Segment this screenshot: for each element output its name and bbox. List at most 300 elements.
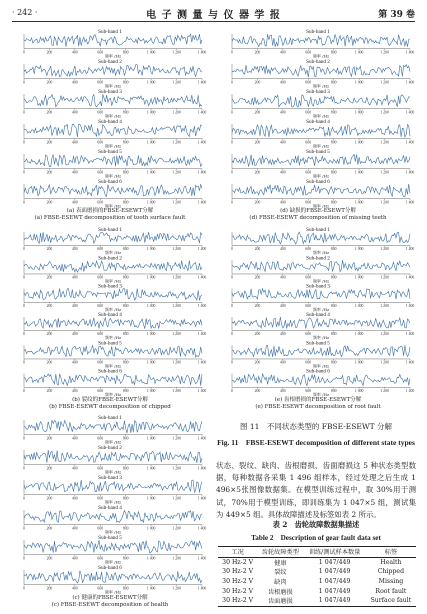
x-tick-label: 200 [46, 496, 53, 501]
x-tick-label: 0 [231, 140, 233, 145]
panel-b [10, 226, 210, 396]
page-number: · 242 · [12, 8, 38, 17]
x-tick-label: 400 [72, 360, 78, 365]
table-cell: 健康 [274, 559, 287, 567]
table-cell: 30 Hz-2 V [222, 578, 254, 586]
table-row [218, 596, 416, 606]
x-tick-label: 1 400 [197, 586, 207, 591]
x-tick-label: 400 [72, 303, 78, 308]
x-tick-label: 1 000 [146, 360, 156, 365]
x-axis-label: 频率 /Hz [104, 363, 122, 369]
x-tick-label: 1 400 [405, 332, 415, 337]
x-tick-label: 200 [46, 80, 53, 85]
panel-c [10, 414, 210, 594]
x-tick-label: 600 [97, 50, 104, 55]
x-axis-label: 频率 /Hz [104, 250, 122, 256]
x-tick-label: 0 [23, 436, 25, 441]
x-tick-label: 1 000 [354, 332, 364, 337]
x-tick-label: 400 [72, 388, 78, 393]
subband-signal [24, 318, 202, 329]
x-tick-label: 600 [97, 526, 104, 531]
x-tick-label: 800 [330, 110, 337, 115]
x-tick-label: 800 [122, 110, 129, 115]
x-tick-label: 1 400 [197, 436, 207, 441]
x-tick-label: 200 [46, 275, 53, 280]
x-tick-label: 400 [72, 275, 78, 280]
header-rule [12, 21, 415, 22]
x-axis-label: 频率 /Hz [312, 335, 330, 341]
table-row [218, 577, 416, 587]
subband-label: Sub-band 5 [98, 535, 122, 541]
x-tick-label: 1 000 [146, 303, 156, 308]
x-axis-label: 频率 /Hz [104, 589, 122, 595]
subband-label: Sub-band 3 [98, 475, 122, 481]
x-tick-label: 0 [23, 50, 25, 55]
x-tick-label: 200 [46, 466, 53, 471]
x-tick-label: 200 [254, 247, 261, 252]
x-axis-label: 频率 /Hz [104, 529, 122, 535]
x-tick-label: 800 [122, 496, 129, 501]
x-tick-label: 800 [122, 556, 129, 561]
x-tick-label: 0 [23, 110, 25, 115]
x-tick-label: 1 000 [146, 556, 156, 561]
subband-signal [232, 317, 410, 329]
x-tick-label: 800 [122, 275, 129, 280]
x-axis-label: 频率 /Hz [312, 53, 330, 59]
x-tick-label: 1 200 [172, 110, 181, 115]
x-tick-label: 1 000 [146, 110, 156, 115]
x-axis-label: 频率 /Hz [312, 113, 330, 119]
x-tick-label: 600 [97, 556, 104, 561]
x-tick-label: 0 [23, 466, 25, 471]
subband-label: Sub-band 4 [306, 119, 330, 125]
x-tick-label: 200 [254, 140, 261, 145]
x-tick-label: 600 [305, 80, 312, 85]
x-tick-label: 1 400 [405, 140, 415, 145]
x-tick-label: 1 400 [197, 526, 207, 531]
x-axis-label: 频率 /Hz [312, 143, 330, 149]
x-tick-label: 600 [97, 496, 104, 501]
x-tick-label: 1 400 [197, 50, 207, 55]
x-tick-label: 1 400 [405, 388, 415, 393]
x-axis-label: 频率 /Hz [104, 469, 122, 475]
x-axis-label: 频率 /Hz [312, 391, 330, 397]
table-row [218, 586, 416, 596]
subband-signal [24, 511, 202, 523]
x-axis-label: 频率 /Hz [312, 203, 330, 209]
x-tick-label: 200 [254, 170, 261, 175]
x-tick-label: 800 [122, 332, 129, 337]
subband-signal [232, 184, 410, 197]
x-tick-label: 200 [46, 247, 53, 252]
table-row [218, 567, 416, 577]
subband-label: Sub-band 2 [306, 255, 330, 262]
x-tick-label: 1 200 [380, 50, 389, 55]
x-tick-label: 200 [254, 332, 261, 337]
x-tick-label: 400 [72, 247, 78, 252]
subband-signal [232, 95, 410, 107]
x-tick-label: 1 200 [172, 170, 181, 175]
x-tick-label: 1 000 [354, 50, 364, 55]
x-tick-label: 600 [97, 436, 104, 441]
x-tick-label: 600 [97, 360, 104, 365]
x-tick-label: 400 [280, 388, 286, 393]
x-tick-label: 0 [23, 360, 25, 365]
x-tick-label: 1 200 [172, 303, 181, 308]
x-tick-label: 600 [97, 170, 104, 175]
panel-a [10, 28, 210, 208]
x-tick-label: 1 200 [172, 496, 181, 501]
x-tick-label: 1 400 [405, 200, 415, 205]
subband-signal [24, 94, 202, 107]
x-tick-label: 600 [97, 247, 104, 252]
x-tick-label: 400 [280, 200, 286, 205]
panel-d-caption-zh: (d) 缺损的FBSE-ESEWT分解 [280, 208, 356, 214]
table-cell: 裂纹 [274, 569, 287, 577]
subband-signal [24, 261, 202, 273]
x-tick-label: 600 [97, 140, 104, 145]
x-tick-label: 200 [254, 110, 261, 115]
x-tick-label: 400 [72, 80, 78, 85]
x-axis-label: 频率 /Hz [312, 173, 330, 179]
x-tick-label: 800 [330, 360, 337, 365]
table-caption [216, 520, 416, 543]
panel-c-caption-zh: (c) 健康的FBSE-ESEWT分解 [72, 595, 148, 601]
x-tick-label: 200 [254, 388, 261, 393]
x-tick-label: 400 [280, 303, 286, 308]
x-tick-label: 1 400 [197, 80, 207, 85]
volume-label: 第 39 卷 [378, 10, 415, 20]
subband-label: Sub-band 1 [98, 227, 122, 233]
subband-label: Sub-band 6 [306, 368, 330, 375]
subband-label: Sub-band 3 [98, 89, 122, 95]
x-tick-label: 1 200 [380, 170, 389, 175]
x-tick-label: 600 [305, 332, 312, 337]
subband-signal [24, 184, 202, 196]
table-cell: Root fault [375, 587, 407, 595]
panel-d-caption [218, 208, 418, 221]
x-tick-label: 400 [280, 332, 286, 337]
x-tick-label: 200 [254, 50, 261, 55]
x-axis-label: 频率 /Hz [104, 83, 122, 89]
table-cell: Chipped [377, 568, 405, 576]
subband-signal [232, 154, 410, 166]
x-tick-label: 800 [330, 388, 337, 393]
x-tick-label: 1 400 [405, 247, 415, 252]
x-tick-label: 600 [305, 303, 312, 308]
x-tick-label: 1 200 [172, 247, 181, 252]
subband-signal [232, 232, 410, 244]
x-axis-label: 频率 /Hz [104, 391, 122, 397]
x-tick-label: 800 [122, 140, 129, 145]
subband-signal [232, 345, 410, 357]
x-tick-label: 1 400 [197, 247, 207, 252]
x-tick-label: 800 [330, 275, 337, 280]
x-tick-label: 200 [46, 110, 53, 115]
subband-label: Sub-band 5 [306, 340, 330, 347]
x-tick-label: 400 [72, 526, 78, 531]
x-tick-label: 800 [122, 436, 129, 441]
x-tick-label: 800 [330, 50, 337, 55]
subband-signal [24, 346, 202, 358]
x-tick-label: 0 [23, 275, 25, 280]
x-tick-label: 400 [280, 247, 286, 252]
x-tick-label: 800 [122, 388, 129, 393]
x-tick-label: 400 [72, 466, 78, 471]
x-axis-label: 频率 /Hz [104, 203, 122, 209]
x-tick-label: 1 400 [197, 496, 207, 501]
table-caption-zh: 表 2 齿轮故障数据集描述 [272, 520, 360, 529]
table-cell: Surface fault [366, 596, 416, 606]
subband-signal [24, 420, 202, 433]
panel-c-caption-en: (c) FBSE-ESEWT decomposition of health [51, 601, 169, 608]
x-tick-label: 1 200 [380, 360, 389, 365]
subband-signal [24, 540, 202, 553]
table-cell: 齿根磨损 [267, 588, 293, 596]
x-axis-label: 频率 /Hz [312, 83, 330, 89]
panel-a-caption-en: (a) FBSE-ESEWT decomposition of tooth surface fault [34, 214, 186, 221]
x-tick-label: 400 [72, 170, 78, 175]
x-tick-label: 1 200 [172, 50, 181, 55]
table-cell: 30 Hz-2 V [222, 558, 254, 566]
x-tick-label: 1 400 [197, 140, 207, 145]
x-tick-label: 800 [330, 140, 337, 145]
x-tick-label: 400 [72, 556, 78, 561]
x-tick-label: 1 000 [146, 275, 156, 280]
x-tick-label: 1 000 [354, 247, 364, 252]
x-tick-label: 800 [122, 80, 129, 85]
x-tick-label: 1 200 [172, 586, 181, 591]
subband-signal [24, 155, 202, 167]
x-tick-label: 1 000 [146, 200, 156, 205]
x-tick-label: 800 [122, 200, 129, 205]
panel-a-caption-zh: (a) 表面磨损的FBSE-ESEWT分解 [66, 208, 154, 214]
x-tick-label: 1 400 [197, 332, 207, 337]
x-tick-label: 200 [46, 556, 53, 561]
body-paragraph: 状态、裂纹、缺肉、齿根磨损、齿面磨损这 5 种状态类型数据，每种数据各采集 1 496 组样本，经过处理之后生成 1 496×5张图像数据集。在模型训练过程中，取 30%用于测试，70%用于模型训练，即训练集为 1 047×5 组，测试集为 449×5 组。具体故障描述及标签如表 2 所示。 [216, 461, 416, 519]
x-tick-label: 1 000 [354, 80, 364, 85]
table-cell: Health [380, 558, 402, 566]
subband-label: Sub-band 2 [98, 59, 122, 65]
x-axis-label: 频率 /Hz [312, 250, 330, 256]
x-tick-label: 0 [23, 200, 25, 205]
x-tick-label: 1 400 [197, 556, 207, 561]
x-tick-label: 400 [280, 140, 286, 145]
x-tick-label: 1 200 [172, 466, 181, 471]
x-tick-label: 400 [72, 496, 78, 501]
x-tick-label: 1 200 [172, 388, 181, 393]
x-tick-label: 1 400 [405, 275, 415, 280]
subband-label: Sub-band 4 [98, 505, 122, 511]
x-tick-label: 600 [305, 50, 312, 55]
x-axis-label: 频率 /Hz [104, 559, 122, 565]
x-tick-label: 600 [97, 332, 104, 337]
x-tick-label: 1 400 [197, 200, 207, 205]
x-tick-label: 600 [97, 80, 104, 85]
x-tick-label: 1 400 [197, 110, 207, 115]
x-tick-label: 600 [97, 200, 104, 205]
figure-caption-zh: 图 11 不同状态类型的 FBSE-ESEWT 分解 [240, 422, 392, 431]
x-tick-label: 200 [254, 360, 261, 365]
x-tick-label: 600 [305, 247, 312, 252]
journal-title: 电 子 测 量 与 仪 器 学 报 [146, 10, 281, 21]
x-tick-label: 1 200 [172, 275, 181, 280]
subband-label: Sub-band 1 [306, 227, 330, 233]
x-tick-label: 0 [231, 200, 233, 205]
table-cell: 1 047/449 [318, 587, 351, 595]
x-tick-label: 1 000 [354, 170, 364, 175]
x-tick-label: 600 [97, 388, 104, 393]
subband-label: Sub-band 1 [98, 29, 122, 35]
x-tick-label: 600 [305, 170, 312, 175]
table-cell: 30 Hz-2 V [218, 596, 257, 606]
x-tick-label: 400 [72, 586, 78, 591]
x-tick-label: 1 000 [146, 80, 156, 85]
x-tick-label: 1 200 [172, 80, 181, 85]
x-tick-label: 400 [72, 110, 78, 115]
x-tick-label: 1 400 [405, 303, 415, 308]
panel-e-plot [218, 226, 418, 396]
x-tick-label: 600 [97, 110, 104, 115]
x-tick-label: 200 [46, 200, 53, 205]
x-tick-label: 0 [231, 110, 233, 115]
panel-e-caption [218, 397, 418, 410]
x-tick-label: 1 200 [380, 200, 389, 205]
panel-a-plot [10, 28, 210, 208]
x-tick-label: 0 [23, 496, 25, 501]
subband-label: Sub-band 5 [306, 149, 330, 155]
x-tick-label: 0 [23, 332, 25, 337]
table-cell: 齿面磨损 [257, 596, 303, 606]
x-tick-label: 800 [330, 332, 337, 337]
x-tick-label: 1 200 [172, 556, 181, 561]
subband-label: Sub-band 3 [306, 89, 330, 95]
x-tick-label: 0 [23, 140, 25, 145]
x-tick-label: 800 [122, 466, 129, 471]
x-axis-label: 频率 /Hz [104, 335, 122, 341]
x-tick-label: 800 [330, 247, 337, 252]
x-tick-label: 1 200 [380, 80, 389, 85]
subband-signal [232, 65, 410, 78]
x-tick-label: 0 [23, 388, 25, 393]
x-axis-label: 频率 /Hz [104, 113, 122, 119]
subband-label: Sub-band 3 [306, 283, 330, 290]
x-tick-label: 200 [46, 360, 53, 365]
x-tick-label: 0 [231, 50, 233, 55]
x-tick-label: 400 [280, 50, 286, 55]
x-tick-label: 200 [46, 170, 53, 175]
x-tick-label: 600 [97, 275, 104, 280]
x-tick-label: 800 [122, 50, 129, 55]
x-axis-label: 频率 /Hz [104, 143, 122, 149]
x-tick-label: 1 400 [405, 80, 415, 85]
table-header-cell: 标签 [366, 547, 416, 558]
x-tick-label: 1 000 [146, 140, 156, 145]
x-tick-label: 1 200 [172, 436, 181, 441]
x-tick-label: 1 400 [405, 170, 415, 175]
x-tick-label: 600 [97, 586, 104, 591]
panel-e-caption-zh: (e) 齿根磨损的FBSE-ESEWT分解 [274, 397, 362, 403]
panel-b-caption [10, 397, 210, 410]
x-tick-label: 200 [254, 80, 261, 85]
x-tick-label: 200 [46, 303, 53, 308]
panel-b-caption-en: (b) FBSE-ESEWT decomposition of chipped [49, 403, 171, 410]
x-tick-label: 1 400 [197, 360, 207, 365]
x-tick-label: 200 [46, 140, 53, 145]
x-tick-label: 1 200 [380, 332, 389, 337]
subband-signal [232, 374, 410, 386]
page-header [12, 6, 415, 20]
x-tick-label: 0 [23, 170, 25, 175]
x-tick-label: 400 [280, 170, 286, 175]
x-tick-label: 1 000 [146, 170, 156, 175]
x-tick-label: 1 000 [354, 140, 364, 145]
x-tick-label: 1 400 [405, 50, 415, 55]
panel-b-plot [10, 226, 210, 396]
x-tick-label: 200 [46, 526, 53, 531]
x-tick-label: 600 [97, 303, 104, 308]
subband-label: Sub-band 5 [98, 340, 122, 347]
x-tick-label: 400 [280, 360, 286, 365]
x-tick-label: 400 [72, 140, 78, 145]
subband-signal [24, 374, 202, 386]
table-cell: 1 047/449 [303, 596, 365, 606]
x-tick-label: 600 [305, 275, 312, 280]
x-tick-label: 600 [305, 200, 312, 205]
gear-fault-table [218, 546, 416, 607]
x-tick-label: 1 000 [146, 436, 156, 441]
x-tick-label: 1 200 [380, 303, 389, 308]
x-tick-label: 1 200 [380, 247, 389, 252]
x-tick-label: 1 000 [146, 586, 156, 591]
x-tick-label: 1 200 [380, 140, 389, 145]
x-tick-label: 1 400 [197, 303, 207, 308]
subband-label: Sub-band 6 [98, 368, 122, 375]
panel-d-plot [218, 28, 418, 208]
subband-signal [232, 289, 410, 300]
panel-d-caption-en: (d) FBSE-ESEWT decomposition of missing teeth [249, 214, 387, 221]
x-tick-label: 0 [23, 526, 25, 531]
subband-label: Sub-band 4 [98, 312, 122, 318]
x-tick-label: 400 [280, 275, 286, 280]
x-tick-label: 1 200 [172, 360, 181, 365]
x-tick-label: 200 [46, 586, 53, 591]
table-row [218, 557, 416, 567]
x-tick-label: 600 [305, 388, 312, 393]
x-tick-label: 200 [46, 332, 53, 337]
x-tick-label: 1 200 [172, 332, 181, 337]
x-tick-label: 200 [254, 275, 261, 280]
x-tick-label: 1 000 [354, 388, 364, 393]
subband-label: Sub-band 1 [98, 415, 122, 421]
x-tick-label: 800 [330, 303, 337, 308]
table-cell: Missing [378, 578, 404, 586]
x-tick-label: 200 [254, 200, 261, 205]
table-cell: 30 Hz-2 V [222, 587, 254, 595]
x-tick-label: 0 [23, 247, 25, 252]
x-tick-label: 1 400 [405, 360, 415, 365]
x-tick-label: 600 [97, 466, 104, 471]
x-tick-label: 1 000 [146, 496, 156, 501]
x-tick-label: 400 [280, 110, 286, 115]
subband-signal [24, 124, 202, 137]
x-tick-label: 1 200 [380, 388, 389, 393]
x-tick-label: 0 [231, 275, 233, 280]
x-tick-label: 800 [122, 526, 129, 531]
x-tick-label: 1 400 [405, 110, 415, 115]
x-tick-label: 200 [46, 436, 53, 441]
table-header-cell: 训练/测试样本数量 [303, 547, 365, 558]
